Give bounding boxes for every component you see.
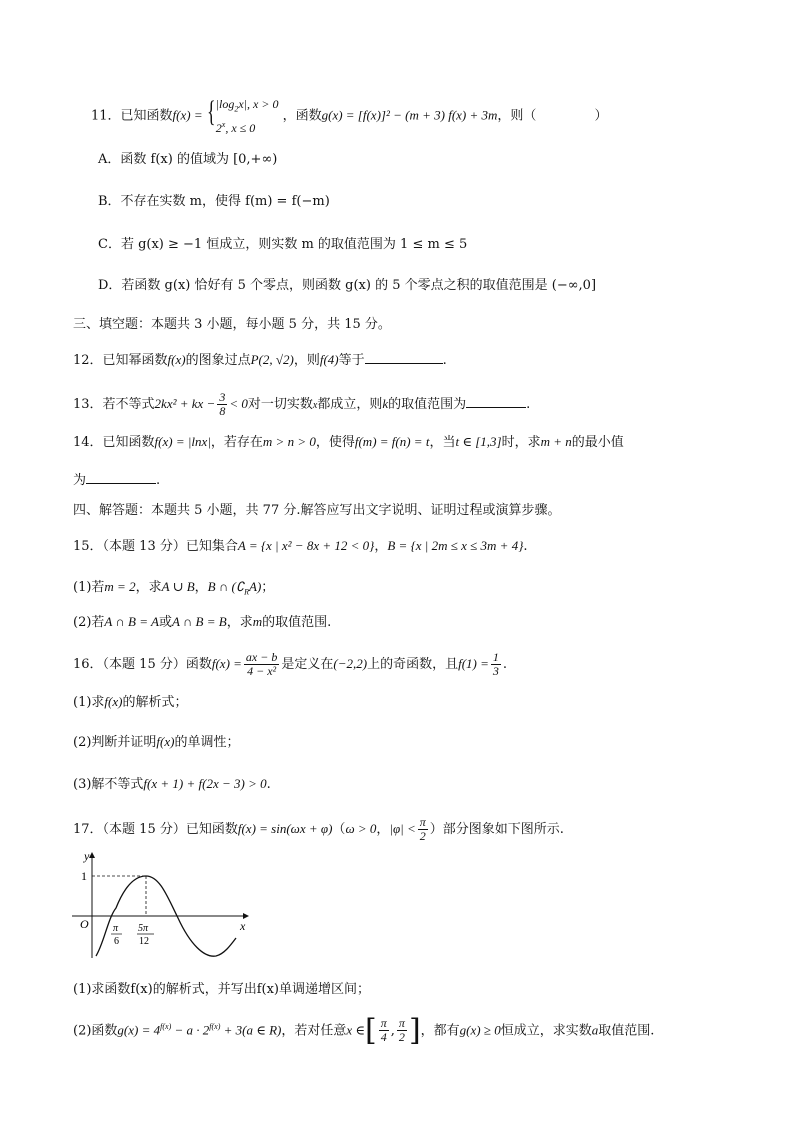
q14 [73, 433, 624, 452]
brace-icon: { [206, 95, 216, 128]
q13-ineq-a: 2kx² + kx − [154, 396, 216, 411]
q12-text-a: 12．已知幂函数 [73, 353, 168, 368]
q11-option-d: D．若函数 g(x) 恰好有 5 个零点，则函数 g(x) 的 5 个零点之积的取值范围是 (−∞,0] [98, 278, 597, 293]
q17-p2-c: ，都有 [420, 1023, 460, 1039]
q15-p1-m: m = 2 [104, 579, 136, 594]
q17-p2-n2: π [398, 1016, 405, 1031]
q16-f1: f(1) = [458, 656, 489, 671]
q17-p2-a-var: a [591, 1022, 599, 1038]
q17-p2-d1: 4 [380, 1030, 387, 1045]
q15-p1-inter: B ∩ (∁ [207, 579, 245, 594]
q11-option-c: C．若 g(x) ≥ −1 恒成立，则实数 m 的取值范围为 1 ≤ m ≤ 5 [98, 237, 468, 252]
q13-text-a: 13．若不等式 [73, 397, 155, 412]
q15-stem [73, 537, 528, 556]
q11-case1-sub: 2 [234, 104, 239, 114]
q17-p2-x: x ∈ [346, 1022, 366, 1038]
q14-text-a: 14．已知函数 [73, 435, 155, 450]
q16-part2 [73, 733, 239, 752]
q17-p2-frac2 [397, 1017, 407, 1044]
section-4-heading: 四、解答题：本题共 5 小题，共 77 分.解答应写出文字说明、证明过程或演算步骤。 [73, 503, 561, 518]
q11-case2-b: , x ≤ 0 [225, 121, 256, 136]
q11-piecewise [207, 96, 279, 136]
q16-p2-fx: f(x) [156, 734, 175, 749]
left-bracket-icon: [ [365, 1012, 377, 1048]
q16-p2-b: 的单调性； [174, 735, 240, 750]
graph-tick-one: 1 [81, 869, 87, 883]
q17-p2-g: g(x) = 4 [117, 1022, 161, 1038]
graph-tick-5pi12-num: 5π [138, 923, 149, 934]
q15-p2-or: 或 [158, 615, 172, 630]
q16-p3-a: (3)解不等式 [73, 777, 144, 792]
q13-fraction [217, 391, 227, 418]
q14-line2 [73, 470, 160, 490]
q16-fraction [244, 651, 279, 678]
q17-p2-cond: g(x) ≥ 0 [459, 1022, 501, 1038]
q17-p2-a: (2)函数 [73, 1023, 118, 1039]
q11-stem [91, 96, 607, 136]
q17-w: ω > 0 [345, 821, 377, 836]
q17-sep: ， [376, 822, 390, 837]
q15-end: . [523, 539, 528, 554]
q16-p1-b: 的解析式； [122, 695, 188, 710]
q12-text-b: 的图象过点 [185, 353, 251, 368]
q11-case1 [216, 96, 279, 117]
q17-p2-frac1 [379, 1017, 389, 1044]
q12-point: P(2, √2) [250, 352, 294, 367]
q12-end: . [442, 353, 447, 368]
q11-gx: g(x) = [f(x)]² − (m + 3) f(x) + 3m [321, 107, 498, 123]
q15-p2-m: m [252, 614, 263, 629]
q17-stem-b: （ [332, 822, 346, 837]
q16-p3-end: . [266, 777, 271, 792]
q15-part2 [73, 613, 331, 632]
graph-tick-pi6-num: π [113, 923, 119, 934]
q15-set-a: A = {x | x² − 8x + 12 < 0} [237, 538, 375, 553]
q13-text-c: 都成立，则 [317, 397, 383, 412]
q17-stem [73, 816, 564, 843]
q15-p1-c: ， [194, 580, 208, 595]
q17-p2-mid: − a · 2 [171, 1022, 210, 1038]
q16-part3 [73, 775, 271, 794]
q14-text-b: ，若存在 [210, 435, 263, 450]
q14-text-c: ，使得 [315, 435, 355, 450]
q16-stem-c: 上的奇函数，且 [367, 657, 459, 672]
q17-phi-fraction [418, 816, 428, 843]
q15-p1-sub: R [244, 587, 249, 597]
q16-p1-a: (1)求 [73, 695, 105, 710]
graph-tick-pi6-den: 6 [114, 936, 119, 947]
q11-case2-a: 2 [215, 121, 222, 136]
q14-fx: f(x) = |lnx| [154, 434, 211, 449]
q17-part1: (1)求函数f(x)的解析式，并写出f(x)单调递增区间； [73, 982, 370, 997]
q13-k: k [382, 396, 389, 411]
q16-fx: f(x) = [211, 656, 242, 671]
q15-p2-c2: A ∩ B = B [171, 614, 227, 629]
q17-p2-e: 取值范围. [598, 1023, 655, 1039]
q13-frac-den: 8 [219, 404, 226, 418]
q17-p2-sup2: f(x) [209, 1022, 221, 1031]
q13-text-d: 的取值范围为 [388, 397, 467, 412]
q13-ineq-b: < 0 [229, 396, 248, 411]
right-bracket-icon: ] [408, 1012, 421, 1048]
q16-f1-fraction [491, 651, 501, 678]
q14-line2-text: 为 [73, 473, 87, 488]
q12-f4: f(4) [319, 352, 339, 367]
q16-frac-den: 4 − x² [247, 664, 277, 678]
q17-part2: (2)函数$g(x) = 4^{f(x)} - a \cdot 2^{f(x)} + 3(a$ ∈ R)，若对任意x ∈[ $\frac{\pi}{4}$ , $\frac{\pi}{2}$ ]，都有g(x) ≥ 0恒成立，求实数a取值范围. [73, 1012, 655, 1048]
q14-sum: m + n [540, 434, 572, 449]
q17-stem-c: ）部分图象如下图所示. [429, 822, 564, 837]
q16-frac-num: ax − b [245, 650, 278, 664]
q16-end: . [502, 657, 508, 672]
q17-fx: f(x) = sin(ωx + φ) [237, 821, 333, 836]
q15-stem-a: 15．（本题 13 分）已知集合 [73, 539, 238, 554]
q15-p1-a: (1)若 [73, 580, 105, 595]
section-3-heading: 三、填空题：本题共 3 小题，每小题 5 分，共 15 分。 [73, 317, 391, 332]
q11-stem-text: 11．已知函数 [91, 108, 173, 124]
q15-p2-c: 的取值范围. [262, 615, 332, 630]
q14-trange: t ∈ [1,3] [455, 434, 502, 449]
q11-option-b: B．不存在实数 m，使得 f(m) = f(−m) [98, 194, 330, 209]
q17-p2-b: ，若对任意 [281, 1023, 347, 1039]
q16-interval: (−2,2) [333, 656, 368, 671]
graph-tick-5pi12-den: 12 [139, 936, 149, 947]
q13-frac-num: 3 [219, 390, 226, 404]
q12-fx: f(x) [167, 352, 186, 367]
q15-part1 [73, 578, 274, 602]
q16-part1 [73, 693, 187, 712]
q15-sep: ， [374, 539, 388, 554]
q14-eq: f(m) = f(n) = t [354, 434, 430, 449]
q16-stem-b: 是定义在 [281, 657, 334, 672]
q11-case1-a: |log [215, 97, 235, 111]
q14-text-f: 的最小值 [571, 435, 624, 450]
q17-sine-graph [68, 848, 258, 963]
q17-p2-d: 恒成立，求实数 [500, 1023, 592, 1039]
q11-case2 [216, 117, 279, 136]
q15-set-b: B = {x | 2m ≤ x ≤ 3m + 4} [387, 538, 524, 553]
q12-text-d: 等于 [338, 353, 365, 368]
q15-p2-a: (2)若 [73, 615, 105, 630]
q14-cond: m > n > 0 [262, 434, 316, 449]
q14-end: . [156, 473, 161, 488]
q17-phi-num: π [419, 815, 426, 829]
q14-text-d: ，当 [429, 435, 456, 450]
q14-answer-blank[interactable] [86, 470, 156, 484]
q15-p1-end: ； [261, 580, 275, 595]
q11-stem-c: ，则（ [497, 108, 537, 124]
graph-origin-label: O [80, 917, 89, 931]
q17-p2-tail: + 3(a ∈ R) [220, 1022, 282, 1038]
q17-p2-sup1: f(x) [160, 1022, 172, 1031]
q17-p2-d2: 2 [398, 1030, 405, 1045]
graph-y-label: y [84, 849, 90, 863]
q11-paren-close: ） [594, 108, 608, 124]
q17-phi-den: 2 [419, 829, 426, 843]
q11-option-a: A．函数 f(x) 的值域为 [0,+∞) [98, 152, 278, 167]
q17-stem-a: 17．（本题 15 分）已知函数 [73, 822, 238, 837]
q11-stem-b: ，函数 [282, 108, 322, 124]
q13-end: . [526, 397, 531, 412]
q13-text-b: 对一切实数 [247, 397, 313, 412]
q13-answer-blank[interactable] [466, 394, 526, 408]
q13 [73, 391, 530, 418]
q15-p1-b: ，求 [135, 580, 162, 595]
q12-text-c: ，则 [293, 353, 320, 368]
q12-answer-blank[interactable] [365, 350, 443, 364]
q15-p2-b: ，求 [226, 615, 253, 630]
q15-p2-c1: A ∩ B = A [104, 614, 159, 629]
q16-stem [73, 651, 507, 678]
q16-stem-a: 16．（本题 15 分）函数 [73, 657, 212, 672]
q16-f1-den: 3 [492, 664, 499, 678]
q15-p1-inter2: A) [249, 579, 262, 594]
q11-case1-b: x|, x > 0 [238, 97, 279, 111]
q11-case2-sup: x [221, 120, 226, 130]
q15-p1-union: A ∪ B [161, 579, 195, 594]
q13-var: x [312, 400, 318, 411]
q16-p3-ineq: f(x + 1) + f(2x − 3) > 0 [143, 776, 267, 791]
q16-f1-num: 1 [492, 650, 499, 664]
q11-fx: f(x) = [172, 107, 203, 123]
q16-p2-a: (2)判断并证明 [73, 735, 157, 750]
q17-phi: |φ| < [389, 821, 416, 836]
q16-p1-fx: f(x) [104, 694, 123, 709]
graph-x-label: x [240, 919, 246, 933]
q14-text-e: 时，求 [501, 435, 541, 450]
q12 [73, 350, 447, 370]
q17-p2-n1: π [380, 1016, 387, 1031]
